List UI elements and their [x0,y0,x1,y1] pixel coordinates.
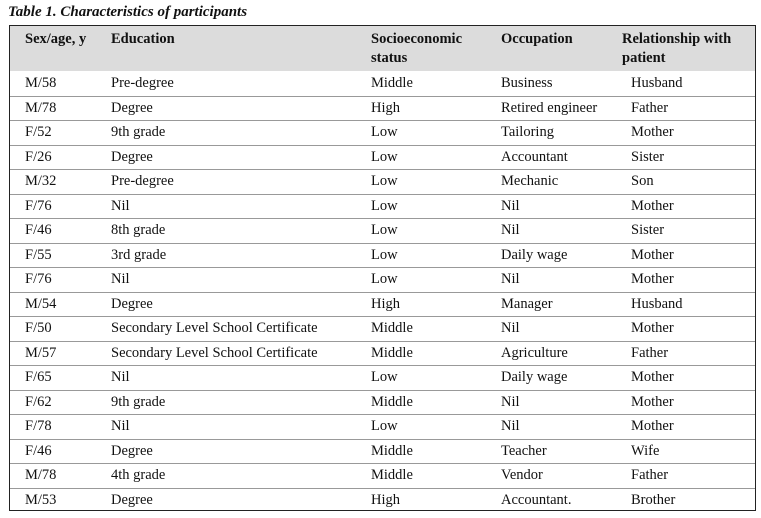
relationship-cell: Husband [631,75,683,91]
education-cell: 9th grade [111,393,166,410]
socioeconomic-cell: Low [371,197,398,214]
occupation-cell: Manager [501,295,553,312]
sex-age-cell: M/53 [25,491,57,508]
sex-age-cell: M/32 [25,173,57,189]
education-cell: Nil [111,369,130,385]
table-row [10,96,755,121]
occupation-cell: Nil [501,271,520,287]
socioeconomic-cell: Low [371,148,398,165]
relationship-cell: Mother [631,418,674,434]
table-row [10,292,755,317]
relationship-cell: Sister [631,222,665,238]
relationship-cell: Mother [631,393,674,410]
occupation-cell: Accountant [501,148,568,165]
relationship-cell: Father [631,99,669,116]
education-cell: Secondary Level School Certificate [111,344,318,361]
socioeconomic-cell: Middle [371,320,413,336]
education-cell: Nil [111,271,130,287]
sex-age-cell: M/78 [25,99,57,116]
relationship-cell: Father [631,467,669,483]
table-row [10,218,755,243]
relationship-cell: Mother [631,320,674,336]
socioeconomic-cell: Low [371,271,398,287]
sex-age-cell: F/62 [25,393,52,410]
table-row [10,71,755,96]
sex-age-cell: M/78 [25,467,57,483]
sex-age-cell: F/65 [25,369,52,385]
occupation-cell: Agriculture [501,344,568,361]
sex-age-cell: F/52 [25,124,52,140]
sex-age-cell: F/26 [25,148,52,165]
socioeconomic-cell: Middle [371,75,413,91]
socioeconomic-cell: High [371,295,400,312]
occupation-cell: Nil [501,393,520,410]
header-relationship: Relationship with patient [622,31,732,66]
sex-age-cell: M/58 [25,75,57,91]
education-cell: Pre-degree [111,75,174,91]
occupation-cell: Nil [501,222,520,238]
occupation-cell: Accountant. [501,491,572,508]
table-row [10,194,755,219]
occupation-cell: Business [501,75,553,91]
table-row [10,169,755,194]
occupation-cell: Retired engineer [501,99,598,116]
education-cell: Degree [111,99,153,116]
education-cell: Nil [111,197,130,214]
table-header [10,26,755,71]
education-cell: Degree [111,491,153,508]
relationship-cell: Wife [631,442,660,459]
socioeconomic-cell: Middle [371,393,413,410]
occupation-cell: Nil [501,418,520,434]
socioeconomic-cell: Middle [371,467,413,483]
sex-age-cell: M/54 [25,295,57,312]
relationship-cell: Father [631,344,669,361]
socioeconomic-cell: Middle [371,442,413,459]
socioeconomic-cell: Low [371,418,398,434]
table-row [10,463,755,488]
table-row [10,439,755,464]
relationship-cell: Mother [631,124,674,140]
relationship-cell: Mother [631,246,674,263]
occupation-cell: Daily wage [501,246,568,263]
education-cell: Degree [111,148,153,165]
education-cell: Degree [111,442,153,459]
table-row [10,414,755,439]
relationship-cell: Mother [631,197,674,214]
education-cell: 3rd grade [111,246,167,263]
occupation-cell: Nil [501,320,520,336]
table-row [10,145,755,170]
sex-age-cell: M/57 [25,344,57,361]
education-cell: Secondary Level School Certificate [111,320,318,336]
socioeconomic-cell: Middle [371,344,413,361]
table-row [10,120,755,145]
socioeconomic-cell: Low [371,222,398,238]
sex-age-cell: F/78 [25,418,52,434]
socioeconomic-cell: Low [371,173,398,189]
sex-age-cell: F/76 [25,197,52,214]
socioeconomic-cell: Low [371,369,398,385]
relationship-cell: Brother [631,491,676,508]
socioeconomic-cell: High [371,99,400,116]
relationship-cell: Mother [631,369,674,385]
relationship-cell: Son [631,173,654,189]
occupation-cell: Tailoring [501,124,554,140]
header-occupation: Occupation [501,31,573,47]
header-education: Education [111,31,175,47]
sex-age-cell: F/55 [25,246,52,263]
education-cell: Degree [111,295,153,312]
occupation-cell: Nil [501,197,520,214]
relationship-cell: Mother [631,271,674,287]
occupation-cell: Vendor [501,467,543,483]
table-row [10,341,755,366]
table-row [10,488,755,513]
table-row [10,267,755,292]
table-row [10,243,755,268]
sex-age-cell: F/46 [25,442,52,459]
sex-age-cell: F/76 [25,271,52,287]
occupation-cell: Teacher [501,442,547,459]
table-caption: Table 1. Characteristics of participants [8,4,248,20]
participants-table [9,25,756,511]
occupation-cell: Mechanic [501,173,559,189]
socioeconomic-cell: Low [371,246,398,263]
education-cell: Pre-degree [111,173,174,189]
table-row [10,365,755,390]
header-sex-age: Sex/age, y [25,31,87,47]
education-cell: Nil [111,418,130,434]
socioeconomic-cell: High [371,491,400,508]
header-socioeconomic-status: Socioeconomic status [371,31,463,66]
relationship-cell: Sister [631,148,665,165]
table-row [10,316,755,341]
education-cell: 4th grade [111,467,166,483]
relationship-cell: Husband [631,295,683,312]
table-row [10,390,755,415]
occupation-cell: Daily wage [501,369,568,385]
education-cell: 8th grade [111,222,166,238]
sex-age-cell: F/46 [25,222,52,238]
sex-age-cell: F/50 [25,320,52,336]
socioeconomic-cell: Low [371,124,398,140]
education-cell: 9th grade [111,124,166,140]
